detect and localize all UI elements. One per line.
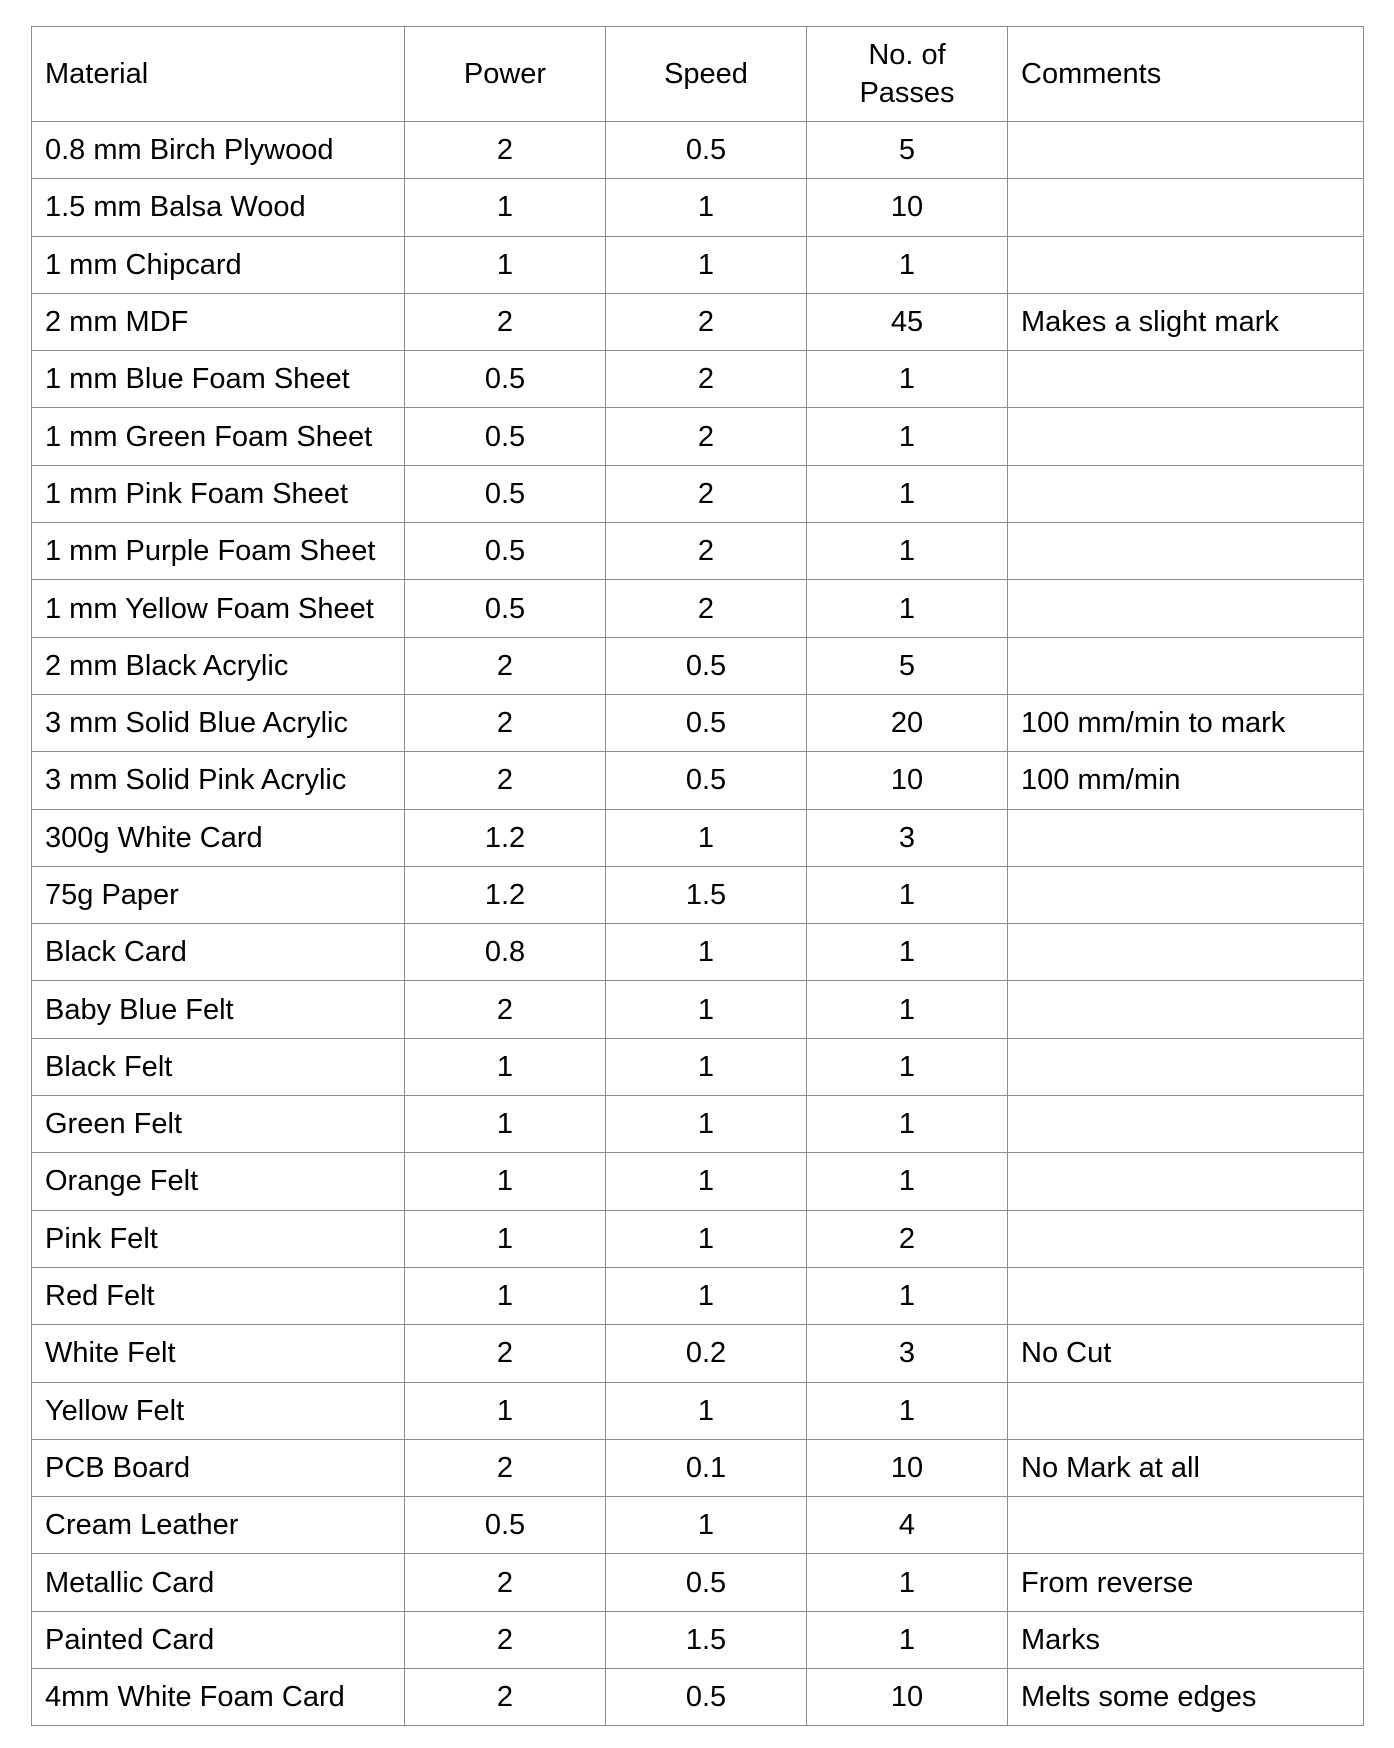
cell-speed: 2 <box>606 293 807 350</box>
cell-comments <box>1008 1153 1364 1210</box>
header-speed: Speed <box>606 27 807 122</box>
cell-comments <box>1008 1497 1364 1554</box>
cell-passes: 1 <box>807 1382 1008 1439</box>
table-row <box>32 1038 1364 1095</box>
cell-material: 75g Paper <box>32 866 405 923</box>
header-row <box>32 27 1364 122</box>
cell-power: 0.5 <box>405 408 606 465</box>
cell-passes: 3 <box>807 1325 1008 1382</box>
cell-passes: 1 <box>807 866 1008 923</box>
cell-passes: 1 <box>807 1096 1008 1153</box>
cell-power: 1 <box>405 179 606 236</box>
cell-passes: 20 <box>807 694 1008 751</box>
laser-settings-table <box>31 26 1364 1726</box>
cell-power: 2 <box>405 293 606 350</box>
cell-passes: 1 <box>807 1554 1008 1611</box>
cell-material: Baby Blue Felt <box>32 981 405 1038</box>
cell-material: 1 mm Green Foam Sheet <box>32 408 405 465</box>
cell-comments: No Mark at all <box>1008 1439 1364 1496</box>
cell-passes: 10 <box>807 179 1008 236</box>
cell-material: Cream Leather <box>32 1497 405 1554</box>
cell-speed: 1.5 <box>606 1611 807 1668</box>
cell-material: White Felt <box>32 1325 405 1382</box>
cell-material: Metallic Card <box>32 1554 405 1611</box>
cell-passes: 10 <box>807 752 1008 809</box>
cell-material: 1 mm Yellow Foam Sheet <box>32 580 405 637</box>
cell-passes: 1 <box>807 351 1008 408</box>
cell-material: 1.5 mm Balsa Wood <box>32 179 405 236</box>
table-row <box>32 293 1364 350</box>
cell-speed: 2 <box>606 523 807 580</box>
cell-passes: 1 <box>807 580 1008 637</box>
cell-passes: 5 <box>807 637 1008 694</box>
cell-speed: 1 <box>606 1038 807 1095</box>
cell-comments <box>1008 924 1364 981</box>
cell-power: 2 <box>405 1554 606 1611</box>
cell-passes: 1 <box>807 523 1008 580</box>
table-row <box>32 637 1364 694</box>
table-row <box>32 924 1364 981</box>
cell-comments <box>1008 523 1364 580</box>
cell-speed: 1 <box>606 1497 807 1554</box>
cell-speed: 0.5 <box>606 752 807 809</box>
cell-material: 4mm White Foam Card <box>32 1669 405 1726</box>
cell-power: 2 <box>405 122 606 179</box>
cell-comments: 100 mm/min <box>1008 752 1364 809</box>
cell-power: 2 <box>405 637 606 694</box>
cell-speed: 2 <box>606 408 807 465</box>
cell-power: 1.2 <box>405 809 606 866</box>
cell-material: 3 mm Solid Blue Acrylic <box>32 694 405 751</box>
table-row <box>32 1554 1364 1611</box>
cell-comments <box>1008 637 1364 694</box>
cell-comments <box>1008 1038 1364 1095</box>
cell-speed: 1 <box>606 179 807 236</box>
cell-passes: 2 <box>807 1210 1008 1267</box>
table-row <box>32 1611 1364 1668</box>
table-row <box>32 1153 1364 1210</box>
cell-speed: 1 <box>606 1096 807 1153</box>
cell-power: 1 <box>405 236 606 293</box>
cell-power: 2 <box>405 1439 606 1496</box>
table-row <box>32 523 1364 580</box>
cell-comments: From reverse <box>1008 1554 1364 1611</box>
cell-speed: 1 <box>606 981 807 1038</box>
cell-passes: 1 <box>807 465 1008 522</box>
cell-comments <box>1008 408 1364 465</box>
cell-comments: No Cut <box>1008 1325 1364 1382</box>
cell-power: 2 <box>405 694 606 751</box>
header-material: Material <box>32 27 405 122</box>
cell-passes: 45 <box>807 293 1008 350</box>
cell-speed: 1 <box>606 1382 807 1439</box>
table-row <box>32 408 1364 465</box>
cell-material: Red Felt <box>32 1267 405 1324</box>
cell-speed: 2 <box>606 351 807 408</box>
cell-passes: 10 <box>807 1439 1008 1496</box>
cell-speed: 0.2 <box>606 1325 807 1382</box>
header-passes <box>807 27 1008 122</box>
cell-passes: 1 <box>807 408 1008 465</box>
table-row <box>32 122 1364 179</box>
cell-speed: 1 <box>606 1210 807 1267</box>
table-row <box>32 694 1364 751</box>
cell-comments <box>1008 122 1364 179</box>
header-comments: Comments <box>1008 27 1364 122</box>
cell-speed: 0.1 <box>606 1439 807 1496</box>
cell-material: PCB Board <box>32 1439 405 1496</box>
cell-passes: 10 <box>807 1669 1008 1726</box>
cell-material: 300g White Card <box>32 809 405 866</box>
table-row <box>32 351 1364 408</box>
cell-material: 3 mm Solid Pink Acrylic <box>32 752 405 809</box>
cell-passes: 1 <box>807 1611 1008 1668</box>
cell-comments <box>1008 1210 1364 1267</box>
cell-passes: 4 <box>807 1497 1008 1554</box>
cell-material: 1 mm Purple Foam Sheet <box>32 523 405 580</box>
cell-speed: 0.5 <box>606 122 807 179</box>
table-row <box>32 1210 1364 1267</box>
cell-speed: 1 <box>606 236 807 293</box>
cell-comments <box>1008 809 1364 866</box>
cell-power: 1 <box>405 1382 606 1439</box>
cell-passes: 1 <box>807 1267 1008 1324</box>
cell-comments <box>1008 981 1364 1038</box>
cell-speed: 0.5 <box>606 637 807 694</box>
cell-speed: 1 <box>606 924 807 981</box>
cell-material: 0.8 mm Birch Plywood <box>32 122 405 179</box>
cell-passes: 3 <box>807 809 1008 866</box>
cell-material: 1 mm Blue Foam Sheet <box>32 351 405 408</box>
table-row <box>32 1267 1364 1324</box>
cell-power: 1.2 <box>405 866 606 923</box>
cell-power: 1 <box>405 1267 606 1324</box>
table-row <box>32 1382 1364 1439</box>
table-row <box>32 752 1364 809</box>
table-row <box>32 1096 1364 1153</box>
cell-speed: 0.5 <box>606 1554 807 1611</box>
cell-material: Black Felt <box>32 1038 405 1095</box>
table-header <box>32 27 1364 122</box>
cell-comments <box>1008 580 1364 637</box>
table-row <box>32 179 1364 236</box>
cell-passes: 1 <box>807 924 1008 981</box>
cell-speed: 0.5 <box>606 694 807 751</box>
cell-material: Yellow Felt <box>32 1382 405 1439</box>
cell-comments <box>1008 1096 1364 1153</box>
table-row <box>32 580 1364 637</box>
cell-comments: 100 mm/min to mark <box>1008 694 1364 751</box>
cell-comments <box>1008 465 1364 522</box>
cell-speed: 2 <box>606 465 807 522</box>
cell-power: 0.5 <box>405 351 606 408</box>
cell-comments <box>1008 179 1364 236</box>
table-row <box>32 1439 1364 1496</box>
cell-comments <box>1008 351 1364 408</box>
cell-power: 1 <box>405 1096 606 1153</box>
table-row <box>32 981 1364 1038</box>
cell-material: 1 mm Chipcard <box>32 236 405 293</box>
cell-comments: Marks <box>1008 1611 1364 1668</box>
header-passes-line1: No. of <box>868 39 946 71</box>
table-row <box>32 236 1364 293</box>
cell-speed: 1.5 <box>606 866 807 923</box>
cell-power: 1 <box>405 1153 606 1210</box>
table-body <box>32 122 1364 1726</box>
cell-speed: 0.5 <box>606 1669 807 1726</box>
cell-power: 2 <box>405 1325 606 1382</box>
cell-speed: 1 <box>606 1153 807 1210</box>
cell-comments <box>1008 236 1364 293</box>
table-row <box>32 1325 1364 1382</box>
cell-power: 2 <box>405 981 606 1038</box>
cell-passes: 5 <box>807 122 1008 179</box>
cell-passes: 1 <box>807 1038 1008 1095</box>
cell-power: 2 <box>405 1669 606 1726</box>
cell-comments <box>1008 1267 1364 1324</box>
cell-material: Green Felt <box>32 1096 405 1153</box>
cell-speed: 1 <box>606 809 807 866</box>
cell-power: 2 <box>405 1611 606 1668</box>
cell-power: 1 <box>405 1210 606 1267</box>
cell-power: 2 <box>405 752 606 809</box>
cell-power: 0.5 <box>405 1497 606 1554</box>
cell-material: 2 mm MDF <box>32 293 405 350</box>
cell-passes: 1 <box>807 981 1008 1038</box>
table-row <box>32 809 1364 866</box>
table-row <box>32 1669 1364 1726</box>
cell-material: Orange Felt <box>32 1153 405 1210</box>
cell-material: Black Card <box>32 924 405 981</box>
cell-power: 0.5 <box>405 465 606 522</box>
cell-material: Painted Card <box>32 1611 405 1668</box>
header-passes-line2: Passes <box>859 77 955 109</box>
cell-passes: 1 <box>807 236 1008 293</box>
cell-power: 0.5 <box>405 523 606 580</box>
table-row <box>32 1497 1364 1554</box>
header-power: Power <box>405 27 606 122</box>
cell-speed: 1 <box>606 1267 807 1324</box>
cell-comments: Melts some edges <box>1008 1669 1364 1726</box>
table-row <box>32 465 1364 522</box>
cell-power: 0.5 <box>405 580 606 637</box>
cell-power: 1 <box>405 1038 606 1095</box>
cell-speed: 2 <box>606 580 807 637</box>
cell-comments <box>1008 866 1364 923</box>
cell-material: Pink Felt <box>32 1210 405 1267</box>
cell-material: 2 mm Black Acrylic <box>32 637 405 694</box>
cell-comments <box>1008 1382 1364 1439</box>
cell-comments: Makes a slight mark <box>1008 293 1364 350</box>
cell-passes: 1 <box>807 1153 1008 1210</box>
cell-power: 0.8 <box>405 924 606 981</box>
cell-material: 1 mm Pink Foam Sheet <box>32 465 405 522</box>
table-row <box>32 866 1364 923</box>
